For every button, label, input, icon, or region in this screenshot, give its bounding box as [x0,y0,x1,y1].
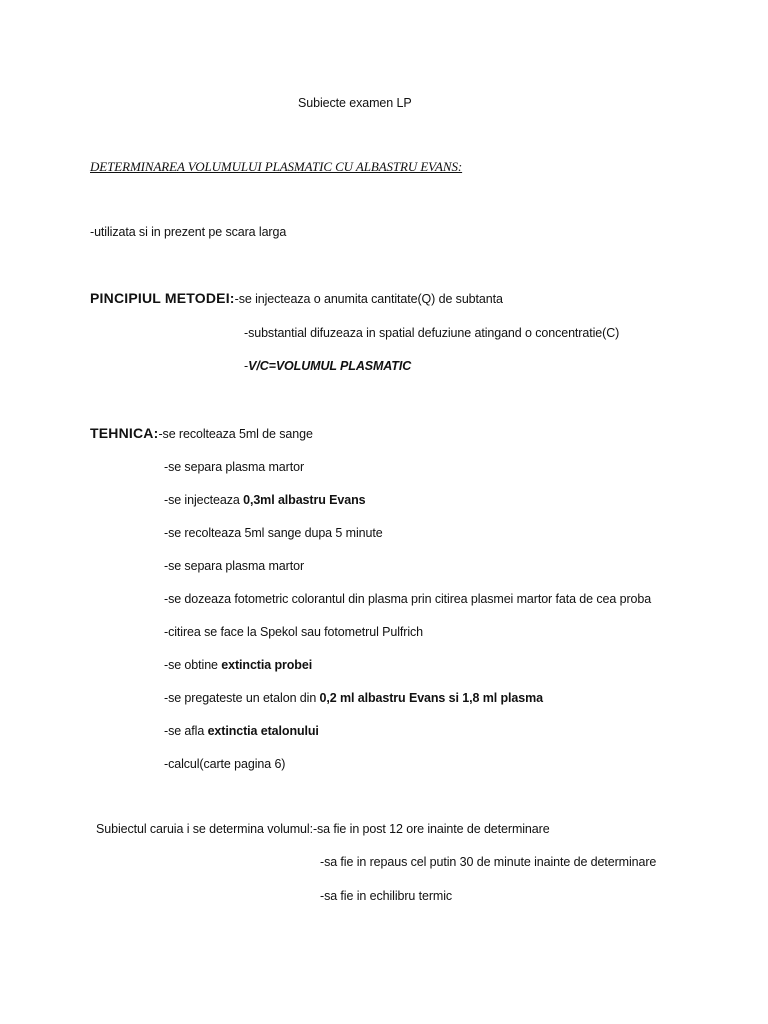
tehnica-label: TEHNICA: [90,425,159,441]
principiu-line-1 [90,290,503,307]
tehnica-step-5: -se separa plasma martor [164,559,305,573]
tehnica-step-2: -se separa plasma martor [164,460,305,474]
tehnica-step-8-bold: extinctia probei [221,658,313,672]
tehnica-step-11: -calcul(carte pagina 6) [164,757,286,771]
tehnica-step-8-prefix: -se obtine [164,658,222,672]
tehnica-step-1: -se recolteaza 5ml de sange [158,427,313,441]
tehnica-step-10 [164,723,319,739]
principiu-line-3 [244,358,411,374]
principiu-text-1: -se injecteaza o anumita cantitate(Q) de subtanta [234,292,503,306]
section-heading: DETERMINAREA VOLUMULUI PLASMATIC CU ALBASTRU EVANS: [90,159,463,174]
tehnica-step-7: -citirea se face la Spekol sau fotometrul Pulfrich [164,625,424,639]
tehnica-step-6: -se dozeaza fotometric colorantul din plasma prin citirea plasmei martor fata de cea proba [164,592,652,606]
tehnica-step-9-prefix: -se pregateste un etalon din [164,691,320,705]
tehnica-step-9 [164,690,543,706]
subiect-line-1: Subiectul caruia i se determina volumul:-sa fie in post 12 ore inainte de determinare [96,822,550,836]
tehnica-step-8 [164,657,312,673]
principiu-label: PINCIPIUL METODEI: [90,290,235,306]
tehnica-step-3-prefix: -se injecteaza [164,493,244,507]
tehnica-step-10-bold: extinctia etalonului [207,724,319,738]
intro-line: -utilizata si in prezent pe scara larga [90,225,287,239]
subiect-line-3: -sa fie in echilibru termic [320,889,453,903]
tehnica-step-3-bold: 0,3ml albastru Evans [243,493,366,507]
tehnica-step-3 [164,492,365,508]
document-title: Subiecte examen LP [298,96,412,110]
subiect-line-2: -sa fie in repaus cel putin 30 de minute inainte de determinare [320,855,657,869]
tehnica-line-1 [90,425,313,442]
principiu-line-2: -substantial difuzeaza in spatial defuziune atingand o concentratie(C) [244,326,620,340]
principiu-formula: V/C=VOLUMUL PLASMATIC [248,359,412,373]
tehnica-step-9-bold: 0,2 ml albastru Evans si 1,8 ml plasma [319,691,543,705]
principiu-formula-prefix: - [244,359,249,373]
tehnica-step-10-prefix: -se afla [164,724,208,738]
tehnica-step-4: -se recolteaza 5ml sange dupa 5 minute [164,526,383,540]
